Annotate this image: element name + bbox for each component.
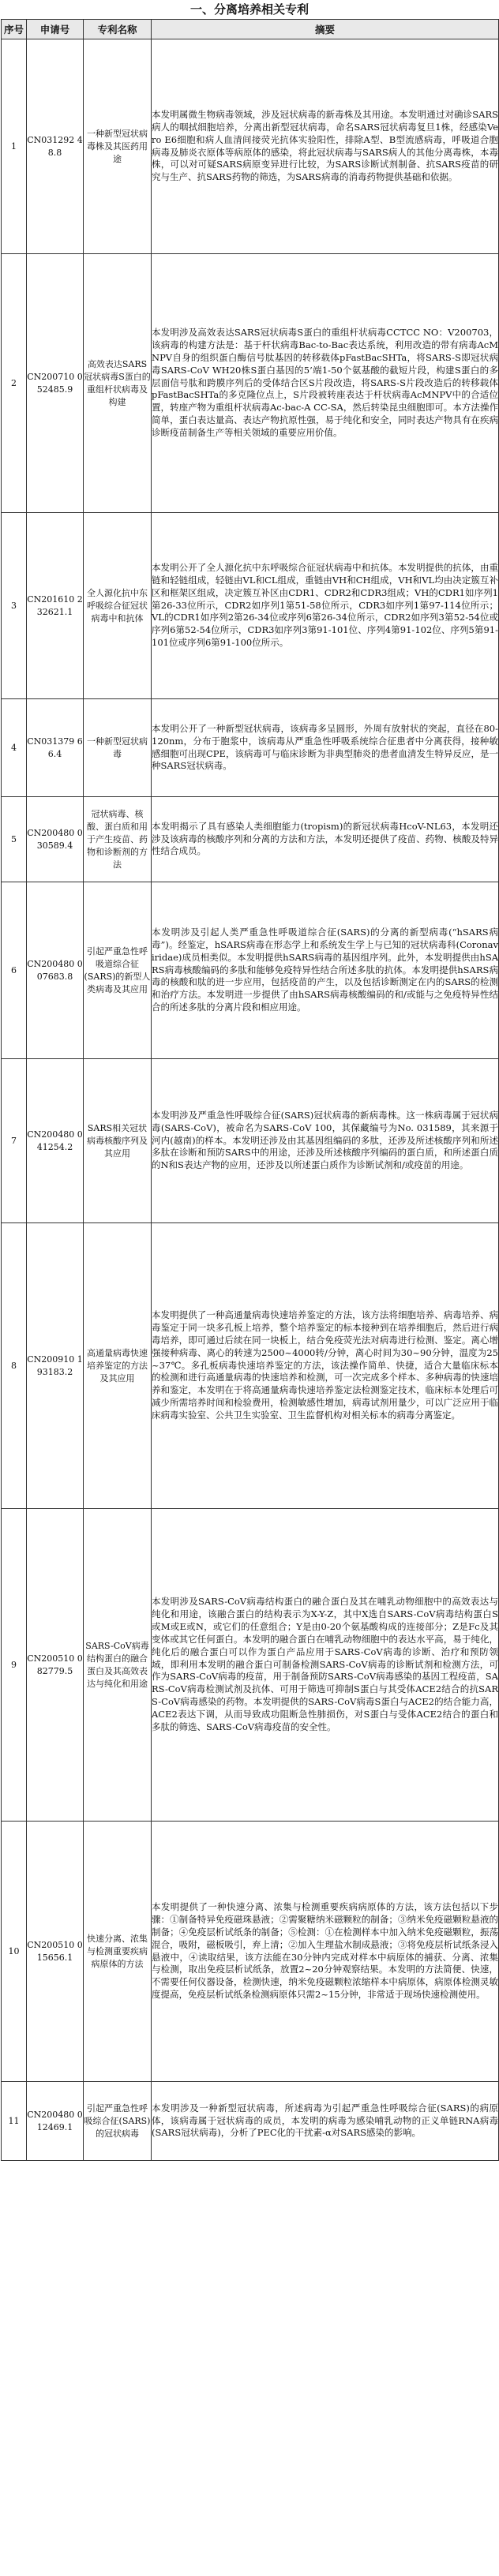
table-row bbox=[2, 797, 499, 882]
abstract-text: 本发明公开了全人源化抗中东呼吸综合征冠状病毒中和抗体。本发明提供的抗体，由重链和轻链组成，轻链由VL和CL组成，重链由VH和CH组成，VH和VL均由决定簇互补区和框架区组成，决定簇互补区由CDR1、CDR2和CDR3组成；VH的CDR1如序列1第26-33位所示，CDR2如序列1第51-58位所示，CDR3如序列1第97-114位所示；VL的CDR1如序列2第26-34位或序列6第26-34位所示，CDR2如序列3第52-54位或序列6第52-54位所示，CDR3如序列3第91-101位、序列4第91-102位、序列5第91-101位或序列6第91-100位所示。 bbox=[152, 561, 498, 649]
abstract-text: 本发明涉及SARS-CoV病毒结构蛋白的融合蛋白及其在哺乳动物细胞中的高效表达与纯化和用途，该融合蛋白的结构表示为X-Y-Z，其中X选自SARS-CoV病毒结构蛋白S或M或E或N，或它们的任意组合；Y是由0-20个氨基酸构成的连接部分；Z是Fc及其变体或其它任何蛋白。本发明的融合蛋白在哺乳动物细胞中的表达水平高，易于纯化，纯化后的融合蛋白可以作为蛋白产品应用于SARS-CoV病毒的诊断、治疗和预防领域，即利用本发明的融合蛋白可制备检测SARS-CoV病毒的诊断试剂和检测方法，可作为SARS-CoV病毒的疫苗，用于制备预防SARS-CoV病毒感染的基因工程疫苗，SARS-CoV病毒检测试剂及抗体、可用于筛选可抑制S蛋白与其受体ACE2结合的抗SARS-CoV病毒感染的药物。本发明提供的SARS-CoV病毒S蛋白与ACE2的结合能力高，ACE2表达下调，从而导致成功阻断急性肺损伤，对S蛋白与受体ACE2结合的蛋白和多肽的筛选、SARS-CoV病毒疫苗的安全性。 bbox=[152, 1596, 498, 1733]
application-number: CN200480 007683.8 bbox=[27, 882, 84, 1059]
patent-abstract bbox=[152, 1223, 499, 1509]
table-row bbox=[2, 1223, 499, 1509]
abstract-text: 本发明公开了一种新型冠状病毒，该病毒多呈圆形，外周有放射状的突起，直径在80-120nm，分布于胞浆中，该病毒从严重急性呼吸系统综合征患者中分离获得，接种敏感细胞可出现CPE，该病毒可与临床诊断为非典型肺炎的患者血清发生特异反应，是一种SARS冠状病毒。 bbox=[152, 722, 498, 772]
table-row bbox=[2, 1509, 499, 1822]
patent-name: 高通量病毒快速培养鉴定的方法及其应用 bbox=[84, 1223, 152, 1509]
patent-abstract bbox=[152, 39, 499, 254]
application-number: CN200510 082779.5 bbox=[27, 1509, 84, 1822]
patent-name: 一种新型冠状病毒株及其医药用途 bbox=[84, 39, 152, 254]
patent-name: 冠状病毒、核酸、蛋白质和用于产生疫苗、药物和诊断剂的方法 bbox=[84, 797, 152, 882]
abstract-text: 本发明揭示了具有感染人类细胞能力(tropism)的新冠状病毒HcoV-NL63，本发明还涉及该病毒的核酸序列和分离的方法和方法，本发明还提供了疫苗、药物、核酸及特异性结合成员。 bbox=[152, 820, 498, 857]
patent-name: 引起严重急性呼吸综合征(SARS)的冠状病毒 bbox=[84, 2082, 152, 2161]
application-number: CN200710 052485.9 bbox=[27, 254, 84, 513]
patent-name: SARS相关冠状病毒核酸序列及其应用 bbox=[84, 1059, 152, 1223]
patent-abstract bbox=[152, 882, 499, 1059]
patent-abstract bbox=[152, 2082, 499, 2161]
table-row bbox=[2, 254, 499, 513]
patent-abstract bbox=[152, 699, 499, 797]
row-index: 2 bbox=[2, 254, 27, 513]
abstract-text: 本发明提供了一种高通量病毒快速培养鉴定的方法，该方法将细胞培养、病毒培养、病毒鉴定于同一块多孔板上培养，整个培养鉴定的标本接种到在培养细胞后，然后进行病毒培养，即可通过后续在同一块板上，结合免疫荧光法对病毒进行检测、鉴定。离心增强接种病毒、离心的转速为2500~4000转/分钟，离心时间为30~90分钟，温度为25~37℃。多孔板病毒快速培养鉴定的方法，该法操作简单、快捷，适合大量临床标本的检测和进行高通量病毒的快速培养和检测，可一次完成多个样本、多种病毒的快速培养和鉴定，本发明在于将高通量病毒快速培养鉴定法检测鉴定技术，临床标本处理后可减少所需培养时间和检验费用，检测敏感性增加，病毒试剂用量少，可以广泛应用于临床病毒实验室、公共卫生实验室、卫生监督机构对相关标本的病毒分离鉴定。 bbox=[152, 1309, 498, 1421]
row-index: 3 bbox=[2, 513, 27, 699]
column-header-patent-name: 专利名称 bbox=[84, 20, 152, 39]
row-index: 11 bbox=[2, 2082, 27, 2161]
row-index: 4 bbox=[2, 699, 27, 797]
row-index: 5 bbox=[2, 797, 27, 882]
patent-abstract bbox=[152, 1509, 499, 1822]
patent-abstract bbox=[152, 1822, 499, 2082]
row-index: 6 bbox=[2, 882, 27, 1059]
column-header-application-number: 申请号 bbox=[27, 20, 84, 39]
row-index: 9 bbox=[2, 1509, 27, 1822]
table-row bbox=[2, 2082, 499, 2161]
application-number: CN200480 012469.1 bbox=[27, 2082, 84, 2161]
patent-abstract bbox=[152, 1059, 499, 1223]
abstract-text: 本发明涉及一种新型冠状病毒，所述病毒为引起严重急性呼吸综合征(SARS)的病原体，该病毒属于冠状病毒的成员，本发明的病毒为感染哺乳动物的正义单链RNA病毒(SARS冠状病毒)，分析了PEC化的干扰素-α对SARS感染的影响。 bbox=[152, 2102, 498, 2139]
patent-abstract bbox=[152, 254, 499, 513]
table-row bbox=[2, 1059, 499, 1223]
patent-abstract bbox=[152, 513, 499, 699]
patent-name: SARS-CoV病毒结构蛋白的融合蛋白及其高效表达与纯化和用途 bbox=[84, 1509, 152, 1822]
document-title: 一、分离培养相关专利 bbox=[189, 2, 309, 17]
application-number: CN200480 030589.4 bbox=[27, 797, 84, 882]
row-index: 8 bbox=[2, 1223, 27, 1509]
abstract-text: 本发明涉及引起人类严重急性呼吸道综合征(SARS)的分离的新型病毒(“hSARS病毒”)。经鉴定，hSARS病毒在形态学上和系统发生学上与已知的冠状病毒科(Coronaviridae)成员相类似。本发明提供hSARS病毒的基因组序列。此外，本发明提供由hSARS病毒核酸编码的多肽和能够免疫特异性结合所述多肽的抗体。本发明提供hSARS病毒的核酸和肽的进一步应用，包括疫苗的产生，以及包括诊断测定在内的SARS的检测和治疗方法。本发明进一步提供了由hSARS病毒核酸编码的和/或能与之免疫特异性结合的所述多肽的分离片段和相应用途。 bbox=[152, 926, 498, 1013]
patent-table bbox=[1, 19, 499, 2161]
application-number: CN031292 48.8 bbox=[27, 39, 84, 254]
table-header-row bbox=[2, 20, 499, 39]
application-number: CN200910 193183.2 bbox=[27, 1223, 84, 1509]
row-index: 7 bbox=[2, 1059, 27, 1223]
abstract-text: 本发明提供了一种快速分离、浓集与检测重要疾病病原体的方法，该方法包括以下步骤：①制备特异免疫磁珠悬液；②需聚糖纳米磁颗粒的制备；③纳米免疫磁颗粒悬液的制备；④免疫层析试纸条的制备；⑤检测：①在检测样本中加入纳米免疫磁颗粒，振荡混合，吸附，磁板吸引，弃上清；②加入生理盐水制成悬液；③将免疫层析试纸条浸入悬液中，④读取结果，该方法能在30分钟内完成对样本中病原体的捕获、分离、浓集与检测，取出免疫层析试纸条，放置2~20分钟观察结果。本发明的方法简便、快速，不需要任何仪器设备，检测快速，纳米免疫磁颗粒浓缩样本中病原体，病原体检测灵敏度提高，免疫层析试纸条检测病原体只需2~15分钟，非常适于现场快速检测使用。 bbox=[152, 1900, 498, 2001]
application-number: CN201610 232621.1 bbox=[27, 513, 84, 699]
table-row bbox=[2, 39, 499, 254]
application-number: CN031379 66.4 bbox=[27, 699, 84, 797]
patent-name: 高效表达SARS冠状病毒S蛋白的重组杆状病毒及构建 bbox=[84, 254, 152, 513]
column-header-abstract: 摘要 bbox=[152, 20, 499, 39]
table-row bbox=[2, 1822, 499, 2082]
patent-abstract bbox=[152, 797, 499, 882]
row-index: 10 bbox=[2, 1822, 27, 2082]
abstract-text: 本发明涉及高效表达SARS冠状病毒S蛋白的重组杆状病毒CCTCC NO：V200703，该病毒的构建方法是：基于杆状病毒Bac-to-Bac表达系统，利用改造的带有病毒AcMNPV自身的组织蛋白酶信号肽基因的转移载体pFastBacSHTa，将SARS-S即冠状病毒SARS-CoV WH20株S蛋白基因的5’端1-50个氨基酸的截短片段，构建S蛋白的多层面信号肽和跨膜序列后的受体结合区S片段改造，将SARS-S片段改造后的转移载体pFastBacSHTa的多克隆位点上，S片段被转座表达于杆状病毒AcMNPV中的合适位置，转座产物为重组杆状病毒Ac-bac-A CC-SA，然后转染昆虫细胞即可。本方法操作简单，蛋白表达量高、表达产物抗原性强，易于纯化和安全，同时表达产物具有在疾病诊断疫苗制备生产等相关领域的重要应用价值。 bbox=[152, 326, 498, 439]
table-row bbox=[2, 882, 499, 1059]
application-number: CN200480 041254.2 bbox=[27, 1059, 84, 1223]
patent-name: 全人源化抗中东呼吸综合征冠状病毒中和抗体 bbox=[84, 513, 152, 699]
abstract-text: 本发明属微生物病毒领域，涉及冠状病毒的新毒株及其用途。本发明通过对确诊SARS病人的咽拭细胞培养，分离出新型冠状病毒，命名SARS冠状病毒复旦1株，经感染Vero E6细胞和病人血清间接荧光抗体实验阳性，排除A型、B型流感病毒，呼吸道合胞病毒及肺炎衣原体等病原体的感染，将此冠状病毒与SARS病人的其他分离毒株，本毒株，可以对可疑SARS病原变异进行比较，为SARS诊断试剂制备、抗SARS疫苗的研究与生产、抗SARS药物的筛选，为SARS病毒的消毒药物提供基础和依据。 bbox=[152, 108, 498, 183]
patent-name: 引起严重急性呼吸道综合征(SARS)的新型人类病毒及其应用 bbox=[84, 882, 152, 1059]
abstract-text: 本发明涉及严重急性呼吸综合征(SARS)冠状病毒的新病毒株。这一株病毒属于冠状病毒(SARS-CoV)，被命名为SARS-CoV 100，其保藏编号为No. 031589，其来源于河内(越南)的样本。本发明还涉及由其基因组编码的多肽，还涉及所述核酸序列和所述多肽在诊断和预防SARS中的用途，还涉及所述核酸序列编码的蛋白质，和所述蛋白质的N和S表达产物的应用，还涉及以所述蛋白质作为诊断试剂和/或疫苗的用途。 bbox=[152, 1109, 498, 1171]
application-number: CN200510 015656.1 bbox=[27, 1822, 84, 2082]
column-header-index: 序号 bbox=[2, 20, 27, 39]
patent-name: 一种新型冠状病毒 bbox=[84, 699, 152, 797]
table-row bbox=[2, 513, 499, 699]
table-row bbox=[2, 699, 499, 797]
patent-name: 快速分离、浓集与检测重要疾病病原体的方法 bbox=[84, 1822, 152, 2082]
row-index: 1 bbox=[2, 39, 27, 254]
